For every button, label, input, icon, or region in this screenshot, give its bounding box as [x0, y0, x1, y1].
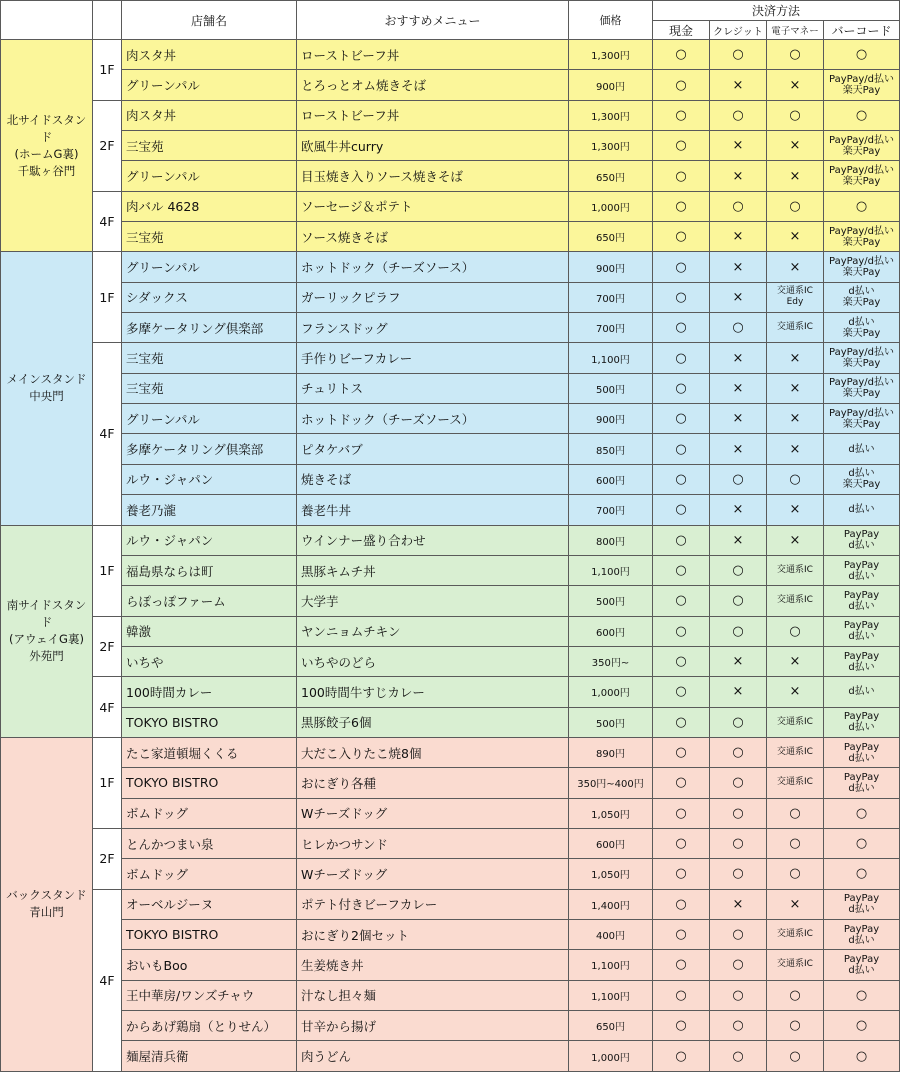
price: 700円 [569, 495, 653, 525]
table-row [1, 100, 900, 130]
menu-item: ホットドック（チーズソース） [297, 252, 569, 282]
credit-status: × [710, 434, 767, 464]
cash-status: ○ [653, 343, 710, 373]
credit-status: ○ [710, 464, 767, 494]
emoney-status: 交通系IC [767, 950, 824, 980]
price: 600円 [569, 828, 653, 858]
barcode-status: PayPay d払い [824, 525, 900, 555]
menu-item: Wチーズドッグ [297, 859, 569, 889]
cash-status: ○ [653, 191, 710, 221]
credit-status: ○ [710, 191, 767, 221]
price: 1,000円 [569, 191, 653, 221]
floor-label: 1F [93, 737, 122, 828]
credit-header: クレジット [710, 21, 767, 40]
cash-status: ○ [653, 646, 710, 676]
credit-status: ○ [710, 40, 767, 70]
barcode-status: PayPay/d払い 楽天Pay [824, 161, 900, 191]
menu-item: ホットドック（チーズソース） [297, 404, 569, 434]
barcode-status: PayPay d払い [824, 950, 900, 980]
table-row [1, 191, 900, 221]
shop-name: グリーンパル [122, 70, 297, 100]
cash-status: ○ [653, 889, 710, 919]
barcode-status: d払い [824, 495, 900, 525]
price: 1,050円 [569, 798, 653, 828]
shop-name: いちや [122, 646, 297, 676]
emoney-status: × [767, 525, 824, 555]
table-row [1, 646, 900, 676]
menu-item: 養老牛丼 [297, 495, 569, 525]
credit-status: × [710, 161, 767, 191]
price: 1,300円 [569, 131, 653, 161]
menu-item: おにぎり2個セット [297, 919, 569, 949]
credit-status: × [710, 404, 767, 434]
menu-item: フランスドッグ [297, 313, 569, 343]
table-row [1, 980, 900, 1010]
barcode-status: PayPay/d払い 楽天Pay [824, 404, 900, 434]
price: 890円 [569, 737, 653, 767]
menu-item: 焼きそば [297, 464, 569, 494]
menu-item: ローストビーフ丼 [297, 40, 569, 70]
emoney-status: × [767, 434, 824, 464]
barcode-status: PayPay d払い [824, 646, 900, 676]
emoney-status: × [767, 70, 824, 100]
price-header: 価格 [569, 1, 653, 40]
table-row [1, 282, 900, 312]
table-row [1, 434, 900, 464]
table-row [1, 737, 900, 767]
table-row [1, 373, 900, 403]
menu-item: 汁なし担々麺 [297, 980, 569, 1010]
barcode-status: PayPay d払い [824, 737, 900, 767]
menu-item: 黒豚キムチ丼 [297, 555, 569, 585]
menu-item: 黒豚餃子6個 [297, 707, 569, 737]
table-row [1, 707, 900, 737]
cash-status: ○ [653, 828, 710, 858]
table-body [1, 40, 900, 1072]
emoney-status: 交通系IC [767, 919, 824, 949]
cash-status: ○ [653, 950, 710, 980]
table-row [1, 70, 900, 100]
emoney-status: 交通系IC [767, 737, 824, 767]
credit-status: × [710, 646, 767, 676]
emoney-status: × [767, 131, 824, 161]
emoney-status: ○ [767, 980, 824, 1010]
cash-status: ○ [653, 495, 710, 525]
emoney-status: ○ [767, 464, 824, 494]
cash-status: ○ [653, 373, 710, 403]
price: 400円 [569, 919, 653, 949]
barcode-status: PayPay/d払い 楽天Pay [824, 131, 900, 161]
barcode-status: PayPay d払い [824, 768, 900, 798]
cash-status: ○ [653, 100, 710, 130]
price: 1,000円 [569, 1041, 653, 1071]
cash-status: ○ [653, 586, 710, 616]
floor-label: 1F [93, 525, 122, 616]
emoney-status: ○ [767, 40, 824, 70]
menu-item: 手作りビーフカレー [297, 343, 569, 373]
table-row [1, 768, 900, 798]
price: 1,000円 [569, 677, 653, 707]
table-row [1, 343, 900, 373]
barcode-status: d払い 楽天Pay [824, 282, 900, 312]
shop-header: 店舗名 [122, 1, 297, 40]
cash-status: ○ [653, 434, 710, 464]
emoney-status: × [767, 889, 824, 919]
menu-item: ヒレかつサンド [297, 828, 569, 858]
table-row [1, 161, 900, 191]
shop-name: 三宝苑 [122, 222, 297, 252]
area-name: メインスタンド 中央門 [1, 252, 93, 525]
menu-item: ガーリックピラフ [297, 282, 569, 312]
table-row [1, 798, 900, 828]
menu-item: 大だこ入りたこ焼8個 [297, 737, 569, 767]
table-row [1, 40, 900, 70]
barcode-status: ○ [824, 798, 900, 828]
menu-item: おにぎり各種 [297, 768, 569, 798]
table-row [1, 889, 900, 919]
barcode-status: ○ [824, 980, 900, 1010]
credit-status: ○ [710, 313, 767, 343]
emoney-status: × [767, 404, 824, 434]
shop-name: ルウ・ジャパン [122, 464, 297, 494]
price: 600円 [569, 464, 653, 494]
price: 350円~ [569, 646, 653, 676]
barcode-status: PayPay/d払い 楽天Pay [824, 252, 900, 282]
floor-label: 4F [93, 889, 122, 1071]
menu-item: ピタケバブ [297, 434, 569, 464]
shop-name: 肉バル 4628 [122, 191, 297, 221]
price: 650円 [569, 222, 653, 252]
cash-status: ○ [653, 677, 710, 707]
shop-name: からあげ鶏扇（とりせん） [122, 1011, 297, 1041]
menu-item: いちやのどら [297, 646, 569, 676]
price: 650円 [569, 161, 653, 191]
shop-name: ボムドッグ [122, 798, 297, 828]
credit-status: × [710, 495, 767, 525]
menu-item: 生姜焼き丼 [297, 950, 569, 980]
cash-status: ○ [653, 282, 710, 312]
emoney-status: 交通系IC [767, 707, 824, 737]
credit-status: ○ [710, 828, 767, 858]
price: 700円 [569, 282, 653, 312]
barcode-status: PayPay/d払い 楽天Pay [824, 343, 900, 373]
barcode-status: d払い [824, 677, 900, 707]
credit-status: ○ [710, 100, 767, 130]
emoney-status: 交通系IC [767, 586, 824, 616]
menu-item: チュリトス [297, 373, 569, 403]
barcode-status: PayPay/d払い 楽天Pay [824, 70, 900, 100]
barcode-status: PayPay/d払い 楽天Pay [824, 222, 900, 252]
shop-name: 三宝苑 [122, 373, 297, 403]
cash-header: 現金 [653, 21, 710, 40]
header-row-1 [1, 1, 900, 21]
shop-name: 三宝苑 [122, 131, 297, 161]
emoney-status: 交通系IC [767, 555, 824, 585]
price: 350円~400円 [569, 768, 653, 798]
area-header [1, 1, 93, 40]
menu-item: ヤンニョムチキン [297, 616, 569, 646]
menu-item: ウインナー盛り合わせ [297, 525, 569, 555]
floor-label: 2F [93, 828, 122, 889]
barcode-status: PayPay d払い [824, 889, 900, 919]
credit-status: ○ [710, 1011, 767, 1041]
emoney-status: × [767, 343, 824, 373]
shop-name: シダックス [122, 282, 297, 312]
shop-name: 多摩ケータリング倶楽部 [122, 434, 297, 464]
menu-item: ポテト付きビーフカレー [297, 889, 569, 919]
shop-name: TOKYO BISTRO [122, 707, 297, 737]
shop-name: ボムドッグ [122, 859, 297, 889]
price: 1,050円 [569, 859, 653, 889]
table-row [1, 828, 900, 858]
shop-name: TOKYO BISTRO [122, 919, 297, 949]
barcode-status: PayPay/d払い 楽天Pay [824, 373, 900, 403]
credit-status: ○ [710, 919, 767, 949]
barcode-status: ○ [824, 1041, 900, 1071]
emoney-status: × [767, 252, 824, 282]
table-row [1, 555, 900, 585]
area-name: バックスタンド 青山門 [1, 737, 93, 1071]
shop-name: 韓激 [122, 616, 297, 646]
emoney-status: × [767, 161, 824, 191]
shop-name: グリーンパル [122, 404, 297, 434]
emoney-status: ○ [767, 798, 824, 828]
credit-status: ○ [710, 768, 767, 798]
credit-status: × [710, 222, 767, 252]
cash-status: ○ [653, 252, 710, 282]
area-name: 南サイドスタンド (アウェイG裏) 外苑門 [1, 525, 93, 737]
cash-status: ○ [653, 525, 710, 555]
barcode-status: PayPay d払い [824, 919, 900, 949]
price: 1,300円 [569, 100, 653, 130]
credit-status: × [710, 252, 767, 282]
cash-status: ○ [653, 404, 710, 434]
emoney-status: × [767, 222, 824, 252]
menu-item: Wチーズドッグ [297, 798, 569, 828]
barcode-status: ○ [824, 859, 900, 889]
shop-name: 100時間カレー [122, 677, 297, 707]
table-row [1, 252, 900, 282]
price: 850円 [569, 434, 653, 464]
table-row [1, 525, 900, 555]
shop-name: 多摩ケータリング倶楽部 [122, 313, 297, 343]
menu-item: 肉うどん [297, 1041, 569, 1071]
shop-name: 王中華房/ワンズチャウ [122, 980, 297, 1010]
emoney-header: 電子マネー [767, 21, 824, 40]
table-row [1, 313, 900, 343]
shop-name: 肉スタ丼 [122, 40, 297, 70]
table-row [1, 616, 900, 646]
emoney-status: × [767, 646, 824, 676]
floor-label: 1F [93, 252, 122, 343]
credit-status: ○ [710, 586, 767, 616]
price: 1,100円 [569, 980, 653, 1010]
area-name: 北サイドスタンド (ホームG裏) 千駄ヶ谷門 [1, 40, 93, 252]
emoney-status: 交通系IC [767, 768, 824, 798]
cash-status: ○ [653, 919, 710, 949]
barcode-status: PayPay d払い [824, 616, 900, 646]
shop-name: グリーンパル [122, 161, 297, 191]
table-row [1, 495, 900, 525]
credit-status: × [710, 343, 767, 373]
credit-status: × [710, 889, 767, 919]
shop-name: 麺屋清兵衛 [122, 1041, 297, 1071]
table-row [1, 131, 900, 161]
floor-label: 4F [93, 677, 122, 738]
emoney-status: ○ [767, 1041, 824, 1071]
price: 1,100円 [569, 343, 653, 373]
price: 500円 [569, 586, 653, 616]
price: 900円 [569, 404, 653, 434]
barcode-status: ○ [824, 191, 900, 221]
credit-status: ○ [710, 1041, 767, 1071]
payment-header: 決済方法 [653, 1, 900, 21]
menu-item: 欧風牛丼curry [297, 131, 569, 161]
floor-header [93, 1, 122, 40]
emoney-status: ○ [767, 191, 824, 221]
menu-item: ローストビーフ丼 [297, 100, 569, 130]
emoney-status: ○ [767, 1011, 824, 1041]
menu-item: 100時間牛すじカレー [297, 677, 569, 707]
shop-name: TOKYO BISTRO [122, 768, 297, 798]
emoney-status: 交通系IC Edy [767, 282, 824, 312]
barcode-status: ○ [824, 40, 900, 70]
credit-status: ○ [710, 737, 767, 767]
emoney-status: × [767, 495, 824, 525]
credit-status: × [710, 282, 767, 312]
credit-status: × [710, 525, 767, 555]
barcode-status: PayPay d払い [824, 555, 900, 585]
cash-status: ○ [653, 161, 710, 191]
price: 1,400円 [569, 889, 653, 919]
credit-status: × [710, 373, 767, 403]
price: 700円 [569, 313, 653, 343]
cash-status: ○ [653, 131, 710, 161]
shop-name: 養老乃瀧 [122, 495, 297, 525]
credit-status: ○ [710, 616, 767, 646]
barcode-status: PayPay d払い [824, 586, 900, 616]
credit-status: ○ [710, 555, 767, 585]
table-row [1, 919, 900, 949]
emoney-status: × [767, 373, 824, 403]
credit-status: ○ [710, 798, 767, 828]
shop-name: グリーンパル [122, 252, 297, 282]
price: 900円 [569, 252, 653, 282]
emoney-status: × [767, 677, 824, 707]
barcode-header: バーコード [824, 21, 900, 40]
cash-status: ○ [653, 313, 710, 343]
menu-header: おすすめメニュー [297, 1, 569, 40]
shop-name: とんかつまい泉 [122, 828, 297, 858]
cash-status: ○ [653, 1041, 710, 1071]
shop-name: オーベルジーヌ [122, 889, 297, 919]
table-row [1, 1041, 900, 1071]
cash-status: ○ [653, 1011, 710, 1041]
barcode-status: d払い 楽天Pay [824, 313, 900, 343]
cash-status: ○ [653, 707, 710, 737]
price: 900円 [569, 70, 653, 100]
table-row [1, 586, 900, 616]
price: 600円 [569, 616, 653, 646]
cash-status: ○ [653, 222, 710, 252]
cash-status: ○ [653, 737, 710, 767]
credit-status: × [710, 131, 767, 161]
credit-status: ○ [710, 980, 767, 1010]
shop-name: おいもBoo [122, 950, 297, 980]
menu-item: ソーセージ＆ポテト [297, 191, 569, 221]
emoney-status: ○ [767, 616, 824, 646]
cash-status: ○ [653, 555, 710, 585]
table-row [1, 464, 900, 494]
menu-item: ソース焼きそば [297, 222, 569, 252]
cash-status: ○ [653, 859, 710, 889]
table-row [1, 950, 900, 980]
shop-name: らぽっぽファーム [122, 586, 297, 616]
emoney-status: ○ [767, 828, 824, 858]
price: 1,100円 [569, 555, 653, 585]
price: 500円 [569, 707, 653, 737]
floor-label: 4F [93, 191, 122, 252]
floor-label: 4F [93, 343, 122, 525]
credit-status: × [710, 677, 767, 707]
shop-name: たこ家道頓堀くくる [122, 737, 297, 767]
price: 1,300円 [569, 40, 653, 70]
cash-status: ○ [653, 70, 710, 100]
emoney-status: 交通系IC [767, 313, 824, 343]
credit-status: ○ [710, 950, 767, 980]
menu-item: 大学芋 [297, 586, 569, 616]
price: 650円 [569, 1011, 653, 1041]
cash-status: ○ [653, 40, 710, 70]
barcode-status: ○ [824, 1011, 900, 1041]
price: 500円 [569, 373, 653, 403]
credit-status: ○ [710, 707, 767, 737]
credit-status: × [710, 70, 767, 100]
shop-name: 福島県ならは町 [122, 555, 297, 585]
table-row [1, 677, 900, 707]
menu-item: とろっとオム焼きそば [297, 70, 569, 100]
table-row [1, 222, 900, 252]
menu-item: 甘辛から揚げ [297, 1011, 569, 1041]
barcode-status: d払い [824, 434, 900, 464]
cash-status: ○ [653, 798, 710, 828]
cash-status: ○ [653, 464, 710, 494]
cash-status: ○ [653, 616, 710, 646]
shop-name: 肉スタ丼 [122, 100, 297, 130]
table-row [1, 859, 900, 889]
barcode-status: ○ [824, 828, 900, 858]
floor-label: 2F [93, 100, 122, 191]
price: 800円 [569, 525, 653, 555]
cash-status: ○ [653, 768, 710, 798]
emoney-status: ○ [767, 100, 824, 130]
table-row [1, 1011, 900, 1041]
menu-item: 目玉焼き入りソース焼きそば [297, 161, 569, 191]
cash-status: ○ [653, 980, 710, 1010]
barcode-status: ○ [824, 100, 900, 130]
emoney-status: ○ [767, 859, 824, 889]
barcode-status: d払い 楽天Pay [824, 464, 900, 494]
shop-name: 三宝苑 [122, 343, 297, 373]
floor-label: 1F [93, 40, 122, 101]
barcode-status: PayPay d払い [824, 707, 900, 737]
price: 1,100円 [569, 950, 653, 980]
table-row [1, 404, 900, 434]
floor-label: 2F [93, 616, 122, 677]
shop-name: ルウ・ジャパン [122, 525, 297, 555]
credit-status: ○ [710, 859, 767, 889]
